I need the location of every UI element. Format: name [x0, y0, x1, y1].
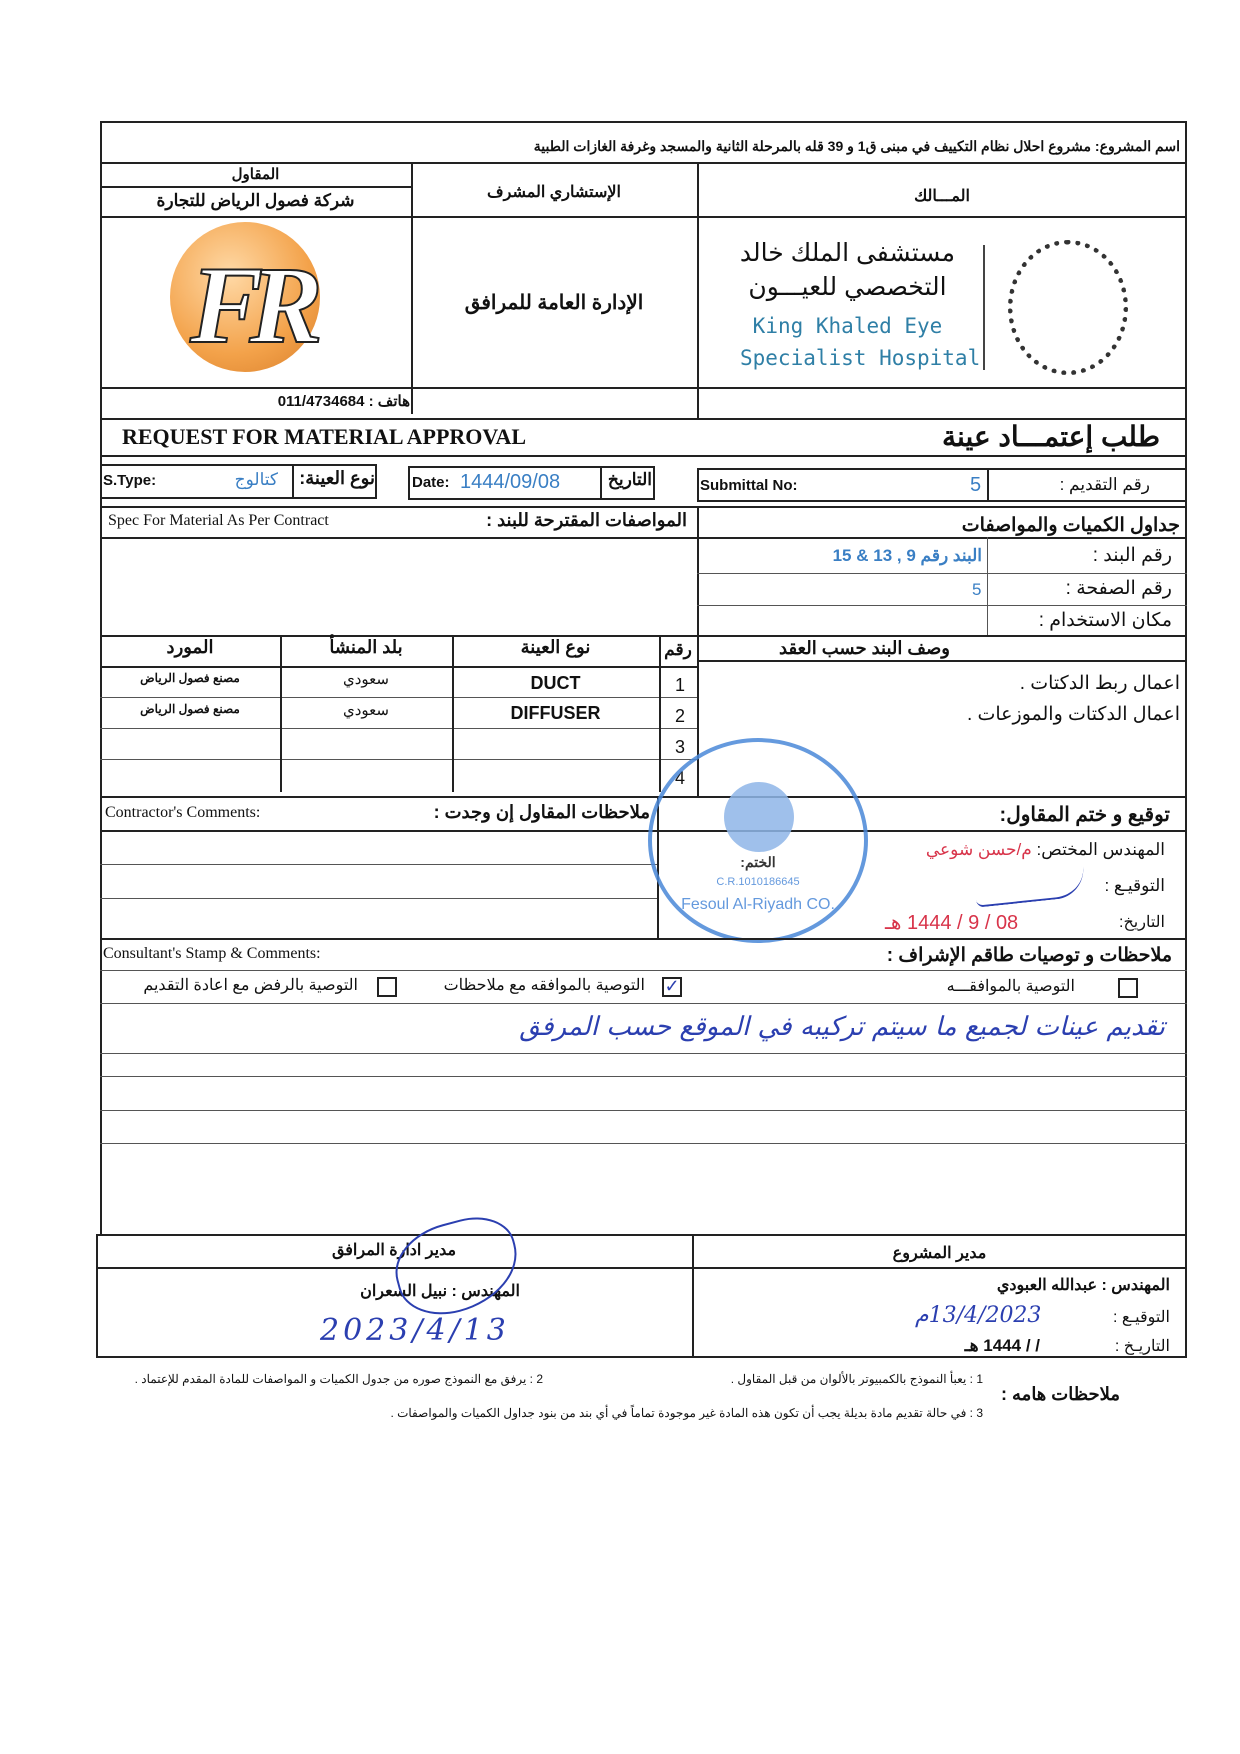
cell-sample-type: DIFFUSER: [510, 703, 601, 723]
stype-label-ar: نوع العينة:: [299, 468, 375, 488]
pm-engineer: المهندس : عبدالله العبودي: [996, 1277, 1170, 1294]
pm-handwritten-date: 13/4/2023م: [915, 1303, 1042, 1328]
checkbox[interactable]: [1118, 978, 1138, 998]
col-description: وصف البند حسب العقد: [779, 638, 950, 658]
contractor-comments-en: Contractor's Comments:: [105, 804, 261, 821]
boq-title: جداول الكميات والمواصفات: [961, 515, 1180, 536]
contractor-date-value: 08 / 9 / 1444 هـ: [885, 912, 1019, 934]
stype-label: S.Type:: [103, 472, 157, 489]
company-stamp: [648, 738, 868, 943]
project-name: مشروع احلال نظام التكييف في مبنى ق1 و 39 قله بالمرحلة الثانية والمسجد وغرفة الغازات الطبية: [533, 138, 1092, 154]
col-origin: بلد المنشأ: [329, 637, 403, 657]
title-ar: طلب إعتمـــاد عينة: [942, 421, 1160, 452]
item-no-label: رقم البند :: [1092, 545, 1172, 566]
pm-title: مدير المشروع: [892, 1245, 987, 1262]
spec-en: Spec For Material As Per Contract: [108, 512, 329, 529]
cell-sample-type: DUCT: [530, 673, 581, 693]
cell-origin: سعودي: [343, 671, 389, 688]
engineer-row: المهندس المختص: م/حسن شوعي: [925, 840, 1165, 859]
option-label: التوصية بالموافقه مع ملاحظات: [443, 977, 645, 994]
checkbox[interactable]: [377, 977, 397, 997]
contractor-logo: FR: [150, 222, 370, 382]
col-supplier: المورد: [166, 637, 214, 657]
note-2: 2 : يرفق مع النموذج صوره من جدول الكميات و المواصفات للمادة المقدم للإعتماد .: [134, 1372, 543, 1386]
date-value: 1444/09/08: [460, 471, 561, 493]
owner-name-ar-1: مستشفى الملك خالد: [739, 239, 955, 267]
cell-no: 3: [675, 737, 686, 757]
option-label: التوصية بالرفض مع اعادة التقديم: [143, 977, 358, 994]
col-no: رقم: [664, 640, 692, 659]
pm-date-value: / / 1444 هـ: [964, 1336, 1040, 1355]
owner-name-en-2: Specialist Hospital: [740, 346, 981, 370]
cell-description: اعمال الدكتات والموزعات .: [966, 704, 1180, 725]
cell-no: 2: [675, 706, 686, 726]
cell-no: 1: [675, 675, 686, 695]
fm-engineer: المهندس : نبيل السعران: [360, 1283, 520, 1300]
contractor-comments-ar: ملاحظات المقاول إن وجدت :: [433, 802, 650, 822]
pm-sign-label: التوقيـع :: [1113, 1309, 1170, 1326]
cell-supplier: مصنع فصول الرياض: [140, 702, 240, 716]
title-en: REQUEST FOR MATERIAL APPROVAL: [122, 424, 527, 449]
owner-name-ar-2: التخصصي للعيـــون: [748, 273, 947, 301]
fm-title: مدير ادارة المرافق: [331, 1242, 457, 1259]
consultant-comments-ar: ملاحظات و توصيات طاقم الإشراف :: [886, 945, 1172, 966]
stamp-cr: C.R.1010186645: [716, 876, 800, 888]
note-3: 3 : في حالة تقديم مادة بديلة يجب أن تكون هذه المادة غير موجودة تماماً في أي بند من بنود جداول الكميات والمواصفات .: [390, 1406, 983, 1420]
consultant-name: الإدارة العامة للمرافق: [464, 292, 644, 314]
contractor-phone: هاتف : 011/4734684: [277, 393, 410, 410]
col-sample-type: نوع العينة: [520, 637, 591, 657]
page-no-value: 5: [972, 580, 982, 599]
note-1: 1 : يعبأ النموذج بالكمبيوتر بالألوان من قبل المقاول .: [730, 1372, 983, 1386]
owner-label: المـــالك: [914, 188, 970, 205]
fm-handwritten-date: 2023/4/13: [320, 1313, 510, 1348]
handwritten-note: تقديم عينات لجميع ما سيتم تركيبه في الموقع حسب المرفق: [519, 1012, 1165, 1042]
cell-origin: سعودي: [343, 702, 389, 719]
stamp-label: الختم:: [740, 854, 776, 870]
contractor-sign-title: توقيع و ختم المقاول:: [999, 804, 1170, 826]
checkbox-checked[interactable]: ✓: [662, 977, 682, 997]
page-no-label: رقم الصفحة :: [1065, 578, 1172, 599]
spec-ar: المواصفات المقترحة للبند :: [486, 510, 687, 530]
pm-date-label: التاريـخ :: [1114, 1338, 1170, 1355]
submittal-value: 5: [970, 474, 982, 496]
consultant-comments-en: Consultant's Stamp & Comments:: [103, 945, 321, 962]
notes-title: ملاحظات هامه :: [1001, 1384, 1120, 1404]
cell-description: اعمال ربط الدكتات .: [1019, 673, 1180, 694]
hospital-emblem-icon: [1008, 240, 1128, 375]
date-label: Date:: [412, 474, 450, 491]
cell-no: 4: [675, 768, 686, 788]
submittal-label-ar: رقم التقديم :: [1059, 475, 1150, 494]
item-no-value: البند رقم 9 , 13 & 15: [832, 546, 982, 565]
contractor-label: المقاول: [231, 166, 280, 183]
stamp-company-name: Fesoul Al-Riyadh CO.: [681, 896, 835, 913]
option-label: التوصية بالموافقـــه: [946, 978, 1075, 995]
owner-name-en-1: King Khaled Eye: [752, 314, 943, 338]
cell-supplier: مصنع فصول الرياض: [140, 671, 240, 685]
stype-value: كتالوج: [234, 470, 278, 489]
contractor-signature-label: التوقيـع :: [1104, 876, 1165, 895]
contractor-date-label: التاريخ:: [1119, 914, 1165, 931]
submittal-label: Submittal No:: [700, 477, 798, 494]
consultant-label: الإستشاري المشرف: [487, 184, 621, 201]
project-label: اسم المشروع:: [1094, 138, 1180, 154]
usage-label: مكان الاستخدام :: [1038, 610, 1172, 631]
date-label-ar: التاريخ: [607, 470, 652, 489]
project-name-row: [534, 138, 1180, 155]
contractor-name: شركة فصول الرياض للتجارة: [156, 191, 355, 210]
